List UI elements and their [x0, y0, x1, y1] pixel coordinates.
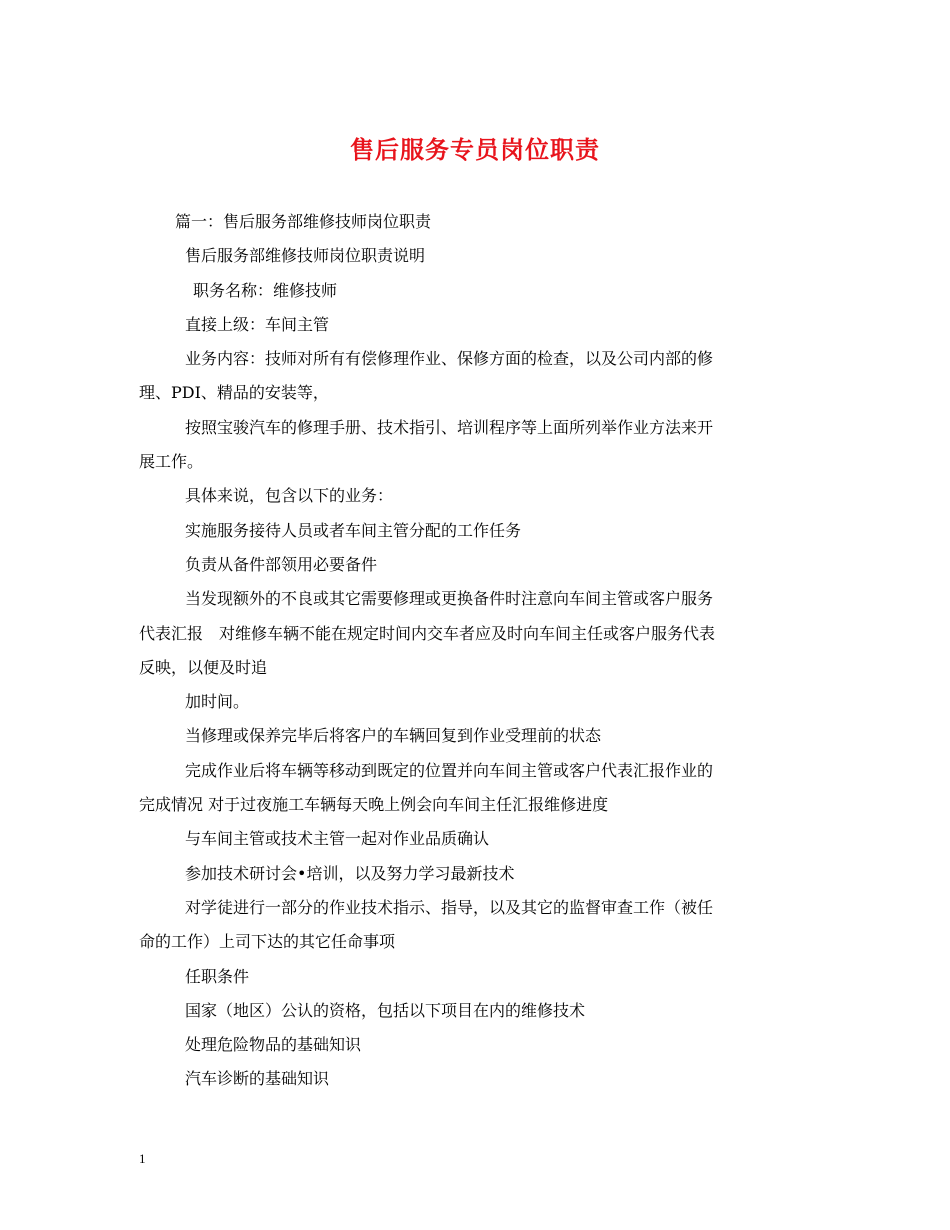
paragraph-line: 反映，以便及时追	[139, 657, 268, 677]
paragraph-line: 按照宝骏汽车的修理手册、技术指引、培训程序等上面所列举作业方法来开	[185, 417, 714, 437]
paragraph-line: 命的工作）上司下达的其它任命事项	[139, 932, 396, 952]
document-body	[139, 205, 814, 1097]
paragraph-line: 业务内容：技师对所有有偿修理作业、保修方面的检查，以及公司内部的修	[185, 349, 714, 369]
paragraph-line: 当发现额外的不良或其它需要修理或更换备件时注意向车间主管或客户服务	[185, 589, 714, 609]
paragraph-line: 任职条件	[185, 966, 250, 986]
paragraph-line: 参加技术研讨会•培训，以及努力学习最新技术	[185, 863, 515, 883]
paragraph-line: 与车间主管或技术主管一起对作业品质确认	[185, 829, 490, 849]
paragraph-line: 理、PDI、精品的安装等，	[139, 383, 329, 403]
paragraph-line: 完成情况 对于过夜施工车辆每天晚上例会向车间主任汇报维修进度	[139, 795, 609, 815]
paragraph-line: 展工作。	[139, 452, 204, 472]
paragraph-line: 直接上级：车间主管	[185, 314, 330, 334]
paragraph-line: 完成作业后将车辆等移动到既定的位置并向车间主管或客户代表汇报作业的	[185, 760, 714, 780]
paragraph-line: 加时间。	[185, 692, 250, 712]
document-title: 售后服务专员岗位职责	[350, 136, 600, 164]
paragraph-line: 职务名称：维修技师	[193, 280, 338, 300]
paragraph-line: 具体来说，包含以下的业务：	[185, 486, 394, 506]
paragraph-line: 处理危险物品的基础知识	[185, 1035, 362, 1055]
paragraph-line: 汽车诊断的基础知识	[185, 1069, 330, 1089]
paragraph-line: 负责从备件部领用必要备件	[185, 554, 378, 574]
paragraph-line: 实施服务接待人员或者车间主管分配的工作任务	[185, 520, 522, 540]
page-number: 1	[139, 1151, 146, 1166]
paragraph-line: 国家（地区）公认的资格，包括以下项目在内的维修技术	[185, 1000, 586, 1020]
paragraph-line: 代表汇报 对维修车辆不能在规定时间内交车者应及时向车间主任或客户服务代表	[139, 623, 716, 643]
paragraph-line: 售后服务部维修技师岗位职责说明	[185, 246, 426, 266]
paragraph-line: 对学徒进行一部分的作业技术指示、指导，以及其它的监督审查工作（被任	[185, 897, 714, 917]
paragraph-line: 当修理或保养完毕后将客户的车辆回复到作业受理前的状态	[185, 726, 602, 746]
section-heading: 篇一：售后服务部维修技师岗位职责	[175, 212, 432, 231]
